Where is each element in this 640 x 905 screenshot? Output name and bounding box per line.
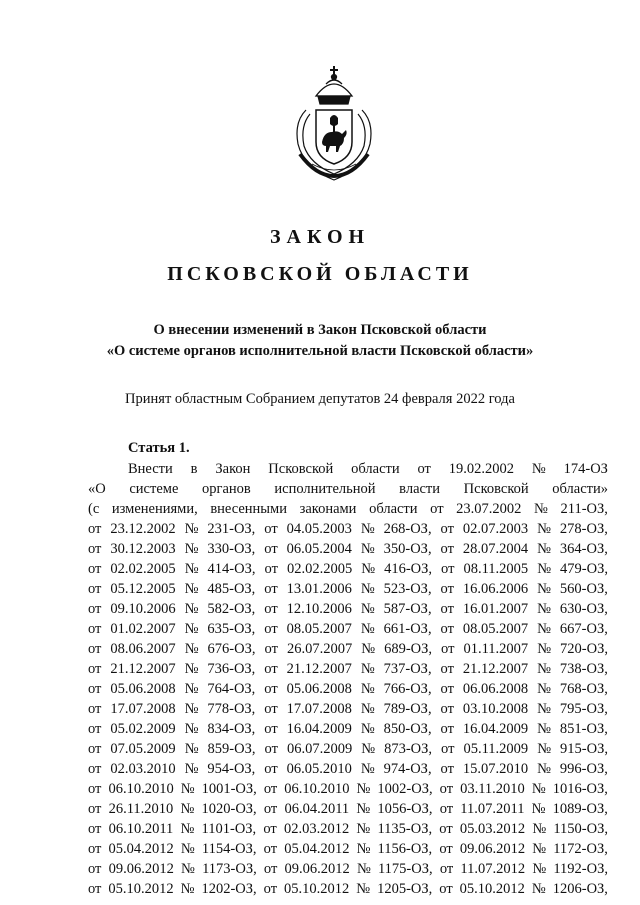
article-word: системе xyxy=(129,481,179,497)
article-word: от xyxy=(88,821,102,837)
article-word: 873-ОЗ, xyxy=(384,741,433,757)
article-word: № xyxy=(532,821,547,837)
article-word: от xyxy=(430,501,444,517)
article-word: 05.02.2009 xyxy=(110,721,176,737)
article-word: 720-ОЗ, xyxy=(560,641,608,657)
article-word: 268-ОЗ, xyxy=(383,521,432,537)
article-word: № xyxy=(180,821,195,837)
article-word: 09.10.2006 xyxy=(110,601,176,617)
article-word: от xyxy=(441,741,455,757)
article-word: 23.07.2002 xyxy=(456,501,522,517)
article-word: Внести xyxy=(128,461,173,477)
article-word: № xyxy=(360,621,375,637)
article-word: от xyxy=(88,701,102,717)
article-word: от xyxy=(440,661,454,677)
article-word: № xyxy=(537,541,551,557)
article-word: от xyxy=(439,881,453,897)
article-word: от xyxy=(263,781,278,797)
article-word: изменениями, xyxy=(111,501,198,517)
article-word: от xyxy=(264,541,278,557)
article-word: «О xyxy=(88,481,106,497)
article-word: № xyxy=(356,821,371,837)
article-word: 1020-ОЗ, xyxy=(201,801,257,817)
article-word: от xyxy=(88,841,102,857)
article-word: № xyxy=(360,761,375,777)
article-word: от xyxy=(441,561,455,577)
article-word: 954-ОЗ, xyxy=(207,761,256,777)
article-word: 05.10.2012 xyxy=(284,881,350,897)
article-word: области» xyxy=(552,481,608,497)
article-word: от xyxy=(88,661,102,677)
article-word: от xyxy=(88,621,102,637)
article-text-line xyxy=(88,839,608,859)
article-word: 06.05.2004 xyxy=(286,541,352,557)
article-word: 16.04.2009 xyxy=(286,721,352,737)
article-word: 26.11.2010 xyxy=(108,801,174,817)
article-word: от xyxy=(264,601,278,617)
article-word: 766-ОЗ, xyxy=(383,681,432,697)
article-word: 1056-ОЗ, xyxy=(377,801,433,817)
article-word: 05.04.2012 xyxy=(284,841,350,857)
article-word: № xyxy=(537,581,551,597)
article-word: № xyxy=(184,721,199,737)
article-word: 211-ОЗ, xyxy=(560,501,608,517)
article-word: 05.12.2005 xyxy=(110,581,176,597)
article-word: № xyxy=(360,581,375,597)
article-word: 416-ОЗ, xyxy=(384,561,433,577)
article-word: 667-ОЗ, xyxy=(559,621,608,637)
article-word: от xyxy=(440,621,454,637)
article-word: области xyxy=(351,461,400,477)
article-word: 661-ОЗ, xyxy=(383,621,432,637)
article-word: власти xyxy=(399,481,441,497)
article-word: 16.01.2007 xyxy=(462,601,529,617)
article-word: 03.10.2008 xyxy=(462,701,529,717)
article-word: № xyxy=(180,801,195,817)
article-word: 1205-ОЗ, xyxy=(377,881,433,897)
article-word: № xyxy=(537,621,551,637)
article-word: 08.05.2007 xyxy=(462,621,529,637)
law-subject-line: «О системе органов исполнительной власти Псковской области» xyxy=(106,343,534,359)
article-word: от xyxy=(439,801,454,817)
article-text-line xyxy=(88,719,608,739)
article-word: 850-ОЗ, xyxy=(383,721,432,737)
article-word: 859-ОЗ, xyxy=(207,741,256,757)
article-word: 04.05.2003 xyxy=(286,521,352,537)
article-word: 174-ОЗ xyxy=(563,461,608,477)
article-text-line xyxy=(88,639,608,659)
article-word: № xyxy=(356,861,371,877)
article-word: от xyxy=(88,741,102,757)
article-word: № xyxy=(537,721,551,737)
article-word: № xyxy=(184,661,199,677)
article-word: 278-ОЗ, xyxy=(559,521,608,537)
article-word: от xyxy=(88,601,102,617)
article-word: от xyxy=(264,721,278,737)
article-word: № xyxy=(361,561,376,577)
article-word: № xyxy=(184,761,199,777)
article-text-line xyxy=(88,499,608,519)
article-word: № xyxy=(184,621,199,637)
article-word: № xyxy=(184,741,199,757)
article-word: 07.05.2009 xyxy=(110,741,176,757)
article-word: № xyxy=(360,521,375,537)
article-word: от xyxy=(440,761,454,777)
article-word: № xyxy=(361,641,376,657)
article-word: от xyxy=(440,541,454,557)
article-word: 17.07.2008 xyxy=(286,701,352,717)
article-word: 587-ОЗ, xyxy=(383,601,432,617)
article-word: 834-ОЗ, xyxy=(207,721,256,737)
article-word: № xyxy=(361,741,376,757)
article-word: № xyxy=(184,541,199,557)
article-word: 330-ОЗ, xyxy=(207,541,256,557)
article-word: 09.06.2012 xyxy=(108,861,174,877)
article-word: № xyxy=(532,841,547,857)
article-word: № xyxy=(180,881,195,897)
article-word: № xyxy=(531,781,546,797)
article-word: 996-ОЗ, xyxy=(559,761,608,777)
article-text-line xyxy=(88,799,608,819)
article-word: № xyxy=(537,761,551,777)
article-word: от xyxy=(263,861,278,877)
article-text-line xyxy=(88,739,608,759)
article-text-line xyxy=(88,599,608,619)
article-word: от xyxy=(440,581,454,597)
article-word: 630-ОЗ, xyxy=(559,601,608,617)
article-word: от xyxy=(88,801,102,817)
article-word: 02.03.2010 xyxy=(110,761,176,777)
article-word: № xyxy=(184,701,199,717)
article-word: 635-ОЗ, xyxy=(207,621,256,637)
article-word: от xyxy=(264,681,278,697)
article-word: 06.06.2008 xyxy=(462,681,529,697)
article-word: 06.10.2010 xyxy=(108,781,174,797)
article-word: № xyxy=(184,641,199,657)
article-word: 09.06.2012 xyxy=(459,841,526,857)
article-word: № xyxy=(360,721,375,737)
article-word: 11.07.2012 xyxy=(460,861,526,877)
article-word: 02.07.2003 xyxy=(462,521,529,537)
article-word: 1202-ОЗ, xyxy=(201,881,257,897)
article-word: от xyxy=(440,701,454,717)
article-word: 23.12.2002 xyxy=(110,521,176,537)
article-word: № xyxy=(180,781,195,797)
article-word: органов xyxy=(202,481,251,497)
article-word: от xyxy=(440,521,454,537)
article-word: 1192-ОЗ, xyxy=(553,861,608,877)
article-word: от xyxy=(263,801,278,817)
article-word: 1156-ОЗ, xyxy=(377,841,433,857)
article-word: 414-ОЗ, xyxy=(207,561,256,577)
article-word: от xyxy=(263,881,278,897)
article-word: законами xyxy=(299,501,357,517)
article-word: 05.06.2008 xyxy=(286,681,352,697)
article-word: от xyxy=(264,581,278,597)
article-word: 06.05.2010 xyxy=(286,761,352,777)
article-word: от xyxy=(88,641,102,657)
article-word: от xyxy=(264,621,278,637)
article-word: 736-ОЗ, xyxy=(207,661,256,677)
article-word: 05.04.2012 xyxy=(108,841,174,857)
article-word: 479-ОЗ, xyxy=(560,561,608,577)
article-word: 485-ОЗ, xyxy=(207,581,256,597)
article-word: № xyxy=(360,701,375,717)
article-word: 915-ОЗ, xyxy=(560,741,608,757)
article-word: № xyxy=(184,601,199,617)
article-word: № xyxy=(537,741,552,757)
article-word: области xyxy=(369,501,418,517)
article-word: 05.10.2012 xyxy=(108,881,174,897)
article-word: от xyxy=(264,641,278,657)
article-word: от xyxy=(263,821,277,837)
article-word: № xyxy=(360,681,375,697)
article-word: от xyxy=(439,821,453,837)
article-word: 764-ОЗ, xyxy=(207,681,256,697)
article-word: 1001-ОЗ, xyxy=(201,781,257,797)
article-word: 21.12.2007 xyxy=(110,661,176,677)
article-word: от xyxy=(88,561,102,577)
article-text-line xyxy=(88,559,608,579)
article-word: от xyxy=(417,461,431,477)
article-text-line xyxy=(88,539,608,559)
article-word: 06.10.2011 xyxy=(108,821,174,837)
article-word: 1173-ОЗ, xyxy=(202,861,257,877)
article-word: исполнительной xyxy=(274,481,376,497)
article-word: 1089-ОЗ, xyxy=(552,801,608,817)
article-word: 05.11.2009 xyxy=(463,741,529,757)
article-word: от xyxy=(88,541,102,557)
article-word: № xyxy=(184,521,199,537)
article-body xyxy=(88,459,608,899)
article-word: 28.07.2004 xyxy=(462,541,529,557)
article-word: 974-ОЗ, xyxy=(383,761,432,777)
article-word: 795-ОЗ, xyxy=(559,701,608,717)
article-word: от xyxy=(264,561,278,577)
article-word: 06.07.2009 xyxy=(286,741,353,757)
article-word: 560-ОЗ, xyxy=(559,581,608,597)
article-word: 21.12.2007 xyxy=(462,661,529,677)
article-word: № xyxy=(531,461,546,477)
article-word: 26.07.2007 xyxy=(286,641,353,657)
article-word: 19.02.2002 xyxy=(448,461,515,477)
article-word: 523-ОЗ, xyxy=(383,581,432,597)
article-word: 17.07.2008 xyxy=(110,701,176,717)
article-word: № xyxy=(531,801,546,817)
article-word: 16.06.2006 xyxy=(462,581,529,597)
article-word: № xyxy=(537,681,551,697)
article-word: 1002-ОЗ, xyxy=(377,781,433,797)
article-word: № xyxy=(532,861,547,877)
article-word: (с xyxy=(88,501,100,517)
article-word: 06.10.2010 xyxy=(284,781,350,797)
article-word: от xyxy=(88,681,102,697)
article-word: 12.10.2006 xyxy=(286,601,352,617)
article-word: от xyxy=(439,841,453,857)
article-word: 1150-ОЗ, xyxy=(553,821,608,837)
article-text-line xyxy=(88,819,608,839)
article-word: 03.11.2010 xyxy=(460,781,525,797)
pskov-coat-of-arms-icon xyxy=(286,58,382,188)
article-word: № xyxy=(184,681,199,697)
article-word: 1135-ОЗ, xyxy=(377,821,433,837)
article-text-line xyxy=(88,579,608,599)
article-text-line xyxy=(88,879,608,899)
article-word: 364-ОЗ, xyxy=(559,541,608,557)
article-word: 582-ОЗ, xyxy=(207,601,256,617)
article-word: 1172-ОЗ, xyxy=(553,841,608,857)
article-word: от xyxy=(88,721,102,737)
article-word: 778-ОЗ, xyxy=(207,701,256,717)
article-word: 02.02.2005 xyxy=(110,561,176,577)
article-word: 1016-ОЗ, xyxy=(552,781,608,797)
article-word: 16.04.2009 xyxy=(462,721,529,737)
article-word: 02.03.2012 xyxy=(283,821,350,837)
article-word: № xyxy=(537,521,551,537)
article-word: № xyxy=(356,881,371,897)
article-word: 789-ОЗ, xyxy=(383,701,432,717)
article-word: 689-ОЗ, xyxy=(384,641,433,657)
article-word: № xyxy=(537,701,551,717)
article-word: от xyxy=(440,601,454,617)
article-word: от xyxy=(264,521,278,537)
document-type-title: ЗАКОН xyxy=(269,226,371,248)
article-word: 02.02.2005 xyxy=(286,561,353,577)
region-title: ПСКОВСКОЙ ОБЛАСТИ xyxy=(167,263,473,285)
article-word: 08.06.2007 xyxy=(110,641,176,657)
article-word: от xyxy=(88,861,102,877)
article-word: № xyxy=(184,581,199,597)
article-word: внесенными xyxy=(210,501,287,517)
article-word: № xyxy=(537,661,551,677)
article-word: от xyxy=(440,681,454,697)
article-word: от xyxy=(439,861,454,877)
article-word: от xyxy=(440,721,454,737)
article-word: 1154-ОЗ, xyxy=(201,841,257,857)
article-word: № xyxy=(360,661,375,677)
law-subject xyxy=(0,320,640,362)
article-word: 11.07.2011 xyxy=(460,801,525,817)
article-word: № xyxy=(181,861,195,877)
article-word: от xyxy=(264,741,278,757)
adoption-note: Принят областным Собранием депутатов 24 февраля 2022 года xyxy=(125,391,515,407)
article-word: Псковской xyxy=(268,461,334,477)
article-text-line xyxy=(88,619,608,639)
article-word: от xyxy=(88,781,102,797)
article-word: от xyxy=(88,761,102,777)
article-word: 05.03.2012 xyxy=(459,821,526,837)
article-word: Псковской xyxy=(463,481,529,497)
article-word: № xyxy=(534,501,548,517)
article-word: 06.04.2011 xyxy=(284,801,350,817)
article-word: 05.10.2012 xyxy=(459,881,525,897)
article-word: от xyxy=(264,661,278,677)
article-word: 350-ОЗ, xyxy=(383,541,432,557)
article-word: от xyxy=(88,881,102,897)
article-word: 15.07.2010 xyxy=(462,761,529,777)
article-word: от xyxy=(439,781,454,797)
article-word: от xyxy=(88,581,102,597)
article-text-line xyxy=(88,459,608,479)
article-word: 08.11.2005 xyxy=(463,561,529,577)
article-text-line xyxy=(88,699,608,719)
law-subject-line: О внесении изменений в Закон Псковской области xyxy=(153,322,487,338)
article-word: № xyxy=(184,561,199,577)
article-word: 21.12.2007 xyxy=(286,661,352,677)
article-word: № xyxy=(356,841,371,857)
article-word: 1206-ОЗ, xyxy=(552,881,608,897)
article-text-line xyxy=(88,859,608,879)
article-word: № xyxy=(356,801,371,817)
article-text-line xyxy=(88,659,608,679)
article-word: 737-ОЗ, xyxy=(383,661,432,677)
article-word: № xyxy=(537,601,551,617)
article-word: от xyxy=(441,641,455,657)
article-word: № xyxy=(537,561,552,577)
article-title: Статья 1. xyxy=(128,440,190,456)
article-word: Закон xyxy=(215,461,251,477)
article-word: 13.01.2006 xyxy=(286,581,352,597)
article-word: № xyxy=(356,781,371,797)
article-text-line xyxy=(88,679,608,699)
article-word: 01.11.2007 xyxy=(463,641,529,657)
article-word: 1175-ОЗ, xyxy=(377,861,433,877)
article-text-line xyxy=(88,779,608,799)
article-word: 231-ОЗ, xyxy=(207,521,256,537)
article-word: 09.06.2012 xyxy=(284,861,350,877)
article-word: № xyxy=(360,601,375,617)
article-word: № xyxy=(537,641,552,657)
article-word: от xyxy=(263,841,278,857)
article-word: 05.06.2008 xyxy=(110,681,176,697)
article-word: 01.02.2007 xyxy=(110,621,176,637)
article-word: от xyxy=(88,521,102,537)
article-word: от xyxy=(264,761,278,777)
article-word: 676-ОЗ, xyxy=(207,641,256,657)
article-word: 1101-ОЗ, xyxy=(201,821,257,837)
article-text-line xyxy=(88,519,608,539)
article-word: № xyxy=(531,881,546,897)
article-word: от xyxy=(264,701,278,717)
article-word: 30.12.2003 xyxy=(110,541,176,557)
article-word: № xyxy=(360,541,375,557)
article-text-line xyxy=(88,479,608,499)
article-word: 738-ОЗ, xyxy=(559,661,608,677)
article-text-line xyxy=(88,759,608,779)
article-word: 768-ОЗ, xyxy=(559,681,608,697)
article-word: 851-ОЗ, xyxy=(559,721,608,737)
article-word: в xyxy=(190,461,198,477)
article-word: № xyxy=(180,841,195,857)
article-word: 08.05.2007 xyxy=(286,621,352,637)
